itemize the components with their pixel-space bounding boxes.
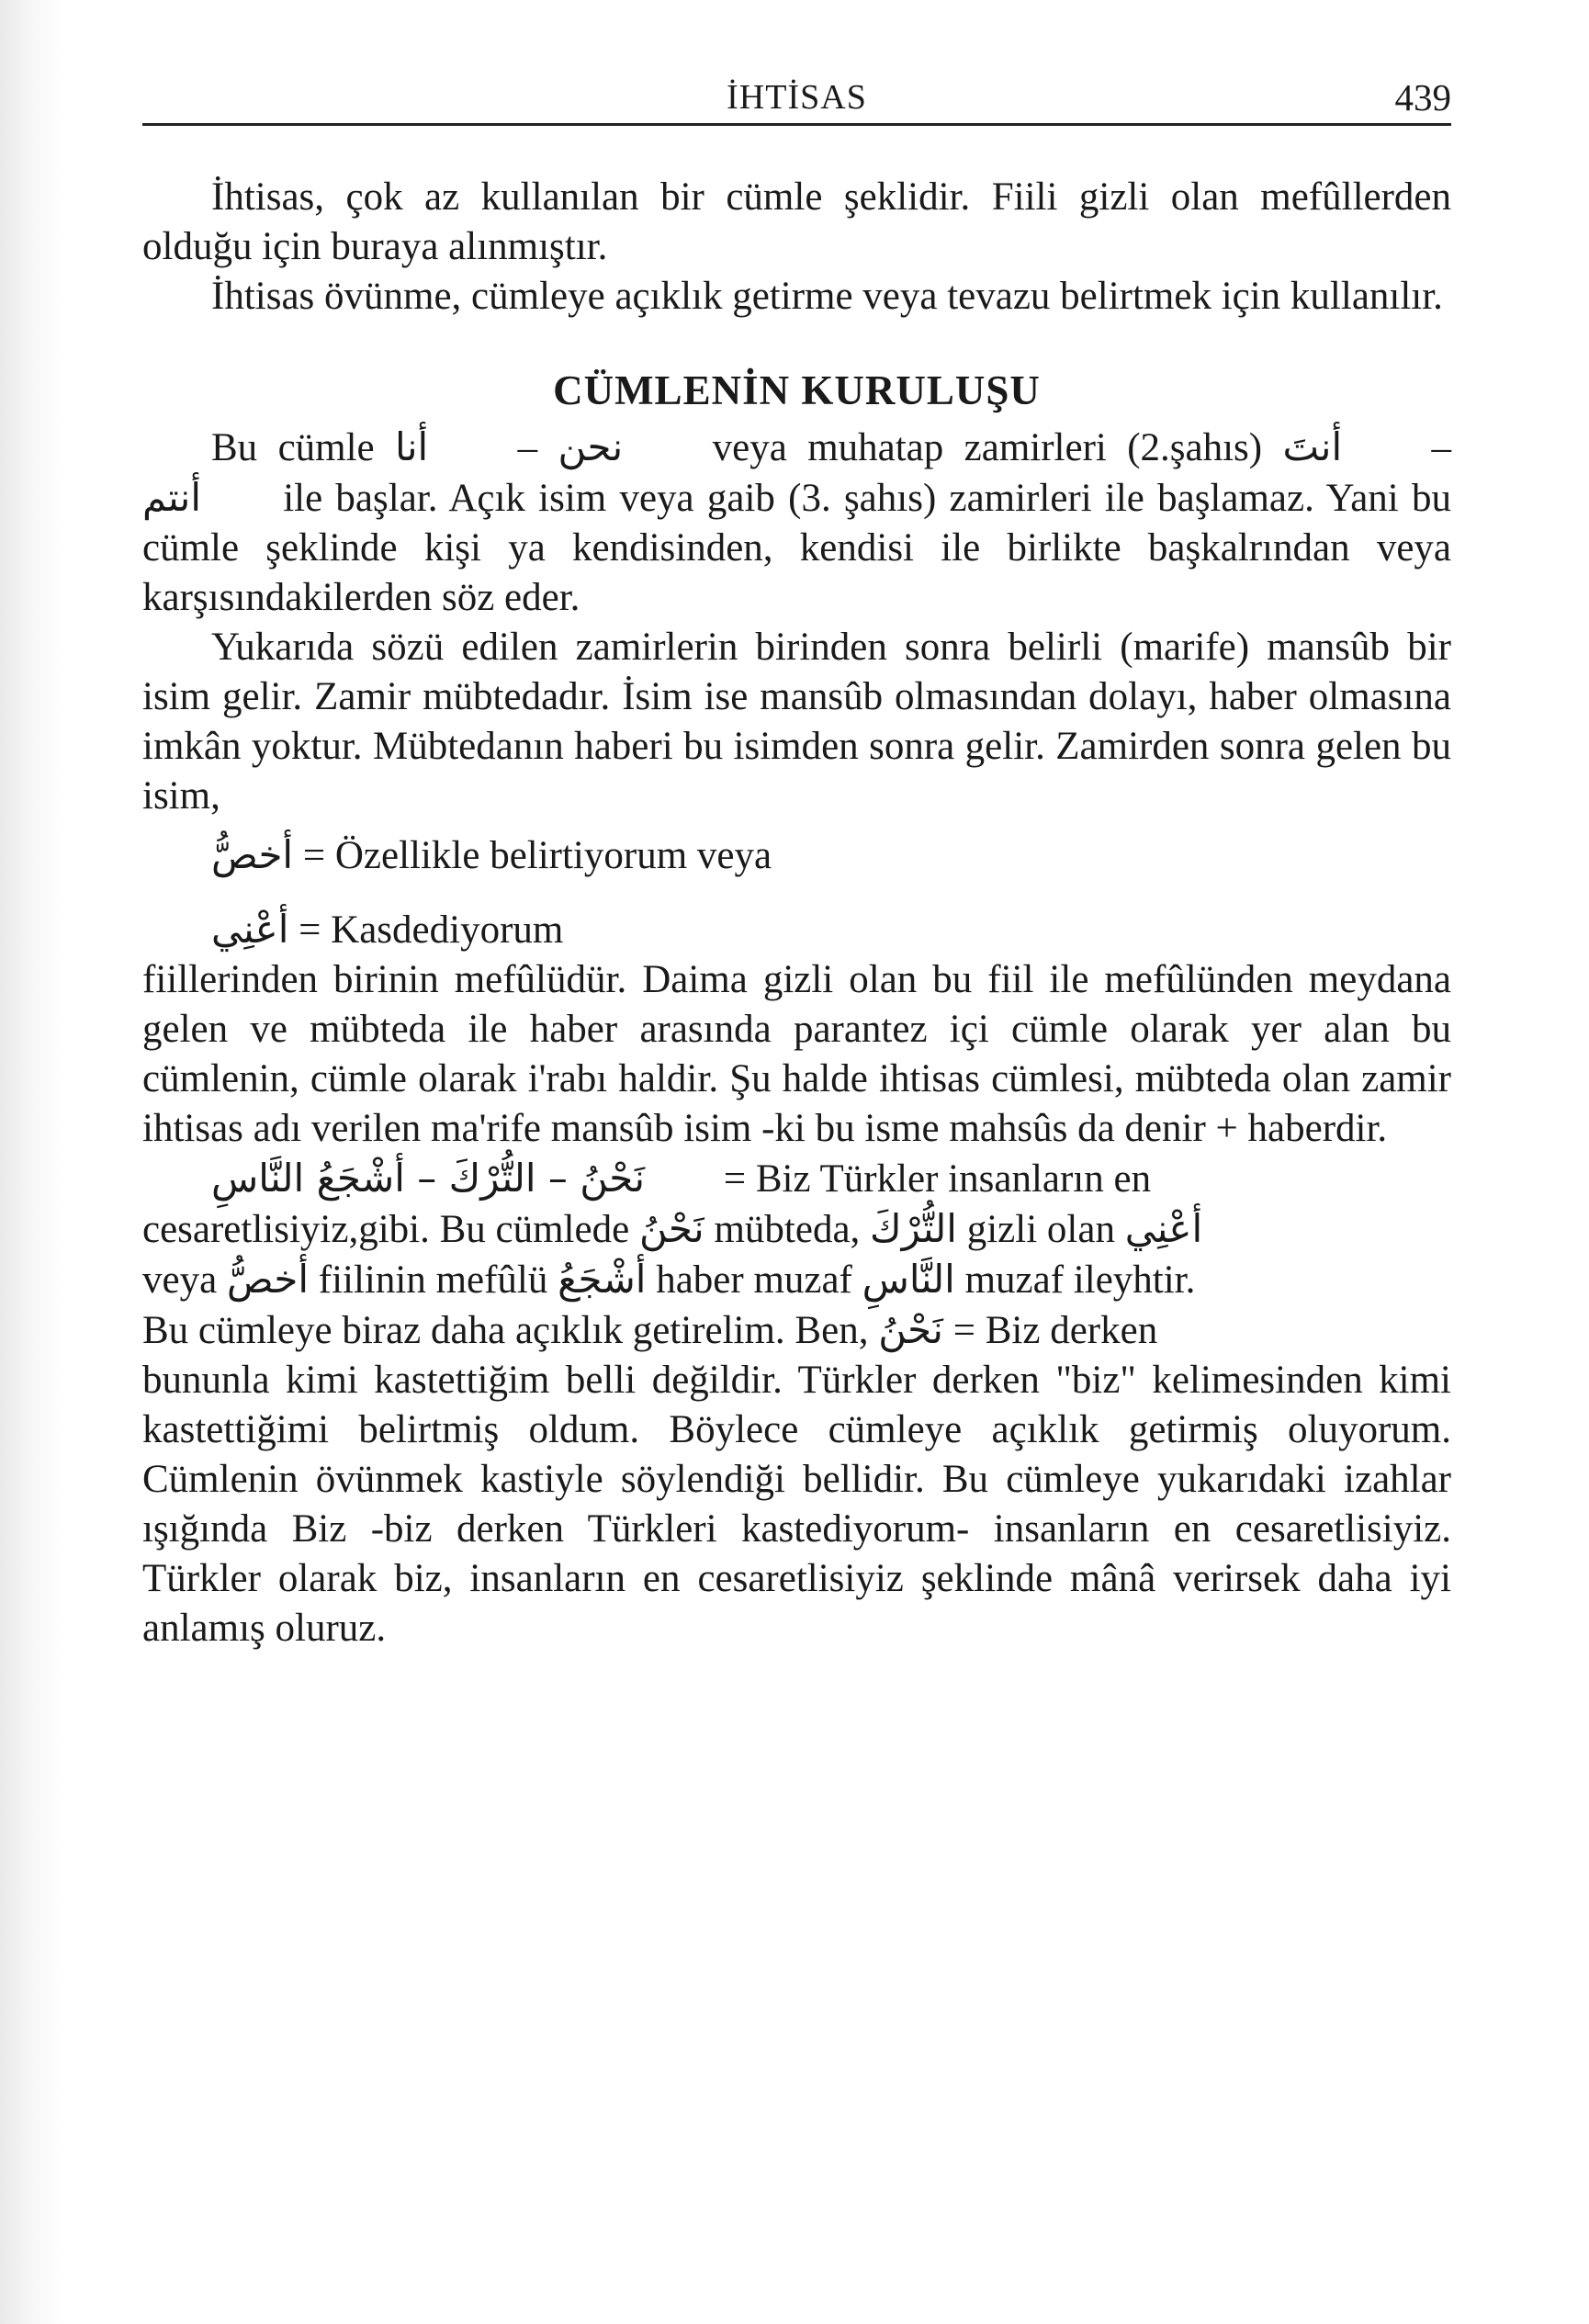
example-line-3 (142, 1255, 1451, 1305)
arabic-nas-ref: النَّاسِ (862, 1257, 955, 1302)
example-text: mübteda, (714, 1208, 861, 1251)
page-header (142, 64, 1451, 129)
intro-paragraph-2: İhtisas övünme, cümleye açıklık getirme veya tevazu belirtmek için kullanılır. (211, 275, 1443, 318)
formula-ehussu (142, 830, 1451, 881)
arabic-nahnu-example: نَحْنُ (580, 1156, 646, 1201)
arabic-example-sentence (211, 1154, 714, 1203)
arabic-ehussu-ref: أخصُّ (226, 1257, 310, 1302)
scan-edge (0, 0, 64, 2324)
example-text: = Biz derken (952, 1309, 1158, 1352)
arabic-anta: أنتَ (1282, 424, 1343, 469)
example-text: muzaf ileyhtir. (964, 1258, 1196, 1302)
example-text: fiilinin mefûlü (318, 1258, 548, 1302)
example-text: cesaretlisiyiz,gibi. Bu cümlede (142, 1208, 630, 1251)
arabic-nahnu-ref: نَحْنُ (638, 1206, 704, 1251)
section-heading: CÜMLENİN KURULUŞU (553, 367, 1041, 413)
arabic-ashja: أشْجَعُ (316, 1156, 405, 1201)
arabic-nas: النَّاسِ (211, 1156, 305, 1201)
example-translation: = Biz Türkler insanların en (723, 1157, 1152, 1201)
arabic-ehussu: أخصُّ (211, 832, 294, 877)
dash: – (547, 1156, 568, 1201)
arabic-a-ni-ref: أعْنِي (1124, 1206, 1203, 1251)
construction-mid-text: veya muhatap zamirleri (2.şahıs) (712, 426, 1263, 469)
body-text (142, 173, 1451, 1653)
example-text: gizli olan (966, 1208, 1115, 1251)
formula-a-ni (142, 905, 1451, 955)
dash: – (417, 1156, 437, 1201)
construction-paragraph (142, 423, 1451, 623)
example-text: haber muzaf (656, 1258, 852, 1302)
arabic-turk-ref: التُّرْكَ (870, 1206, 957, 1251)
mefulu-paragraph: fiillerinden birinin mefûlüdür. Daima gizli olan bu fiil ile mefûlünden meydana gelen ve mübteda ile haber arasında parantez içi cümle olarak yer alan bu cümlenin, cümle olarak i'rabı haldir. Şu halde ihtisas cümlesi, mübteda olan zamir ihtisas adı verilen ma'rife mansûb isim -ki bu isme mahsûs da denir + haberdir. (142, 958, 1451, 1150)
example-line-2 (142, 1204, 1451, 1255)
arabic-antum: أنتم (142, 475, 201, 520)
formula-a-ni-text: = Kasdediyorum (299, 908, 564, 952)
mansub-paragraph: Yukarıda sözü edilen zamirlerin birinden sonra belirli (marife) mansûb bir isim gelir. Zamir mübtedadır. İsim ise mansûb olmasından dolayı, haber olmasına imkân yoktur. Mübtedanın haberi bu isimden sonra gelir. Zamirden sonra gelen bu isim, (142, 626, 1451, 818)
running-head: İHTİSAS (727, 78, 867, 117)
example-text: Bu cümleye biraz daha açıklık getirelim. Ben, (142, 1309, 869, 1352)
construction-lead-text: Bu cümle (211, 426, 375, 469)
arabic-ashja-ref: أشْجَعُ (558, 1257, 647, 1302)
arabic-turk: التُّرْكَ (448, 1156, 536, 1201)
example-line-4 (142, 1305, 1451, 1356)
header-rule (142, 123, 1451, 126)
final-paragraph: bununla kimi kastettiğim belli değildir. Türkler derken "biz" kelimesinden kimi kastettiğimi belirtmiş oldum. Böylece cümleye açıklık getirmiş oluyorum. Cümlenin övünmek kastiyle söylendiği bellidir. Bu cümleye yukarıdaki izahlar ışığında Biz -biz derken Türkleri kastediyorum- insanların en cesaretlisiyiz. Türkler olarak biz, insanların en cesaretlisiyiz şeklinde mânâ verirsek daha iyi anlamış oluruz. (142, 1359, 1451, 1650)
example-text: veya (142, 1258, 218, 1302)
arabic-ana: أنا (395, 424, 429, 469)
arabic-a-ni: أعْنِي (211, 907, 289, 952)
formula-ehussu-text: = Özellikle belirtiyorum veya (302, 834, 772, 877)
intro-paragraph-1: İhtisas, çok az kullanılan bir cümle şeklidir. Fiili gizli olan mefûllerden olduğu için buraya alınmıştır. (142, 175, 1451, 268)
page-number: 439 (1394, 76, 1451, 118)
dash: – (1431, 426, 1452, 469)
arabic-nahnu-ben: نَحْنُ (878, 1307, 943, 1352)
construction-rest-text: ile başlar. Açık isim veya gaib (3. şahıs) zamirleri ile başlamaz. Yani bu cümle şeklinde kişi ya kendisinden, kendisi ile birlikte başkalrından veya karşısındakilerden söz eder. (142, 477, 1451, 619)
dash: – (517, 426, 538, 469)
example-line-1 (142, 1154, 1451, 1204)
arabic-nahnu: نحن (558, 424, 624, 469)
